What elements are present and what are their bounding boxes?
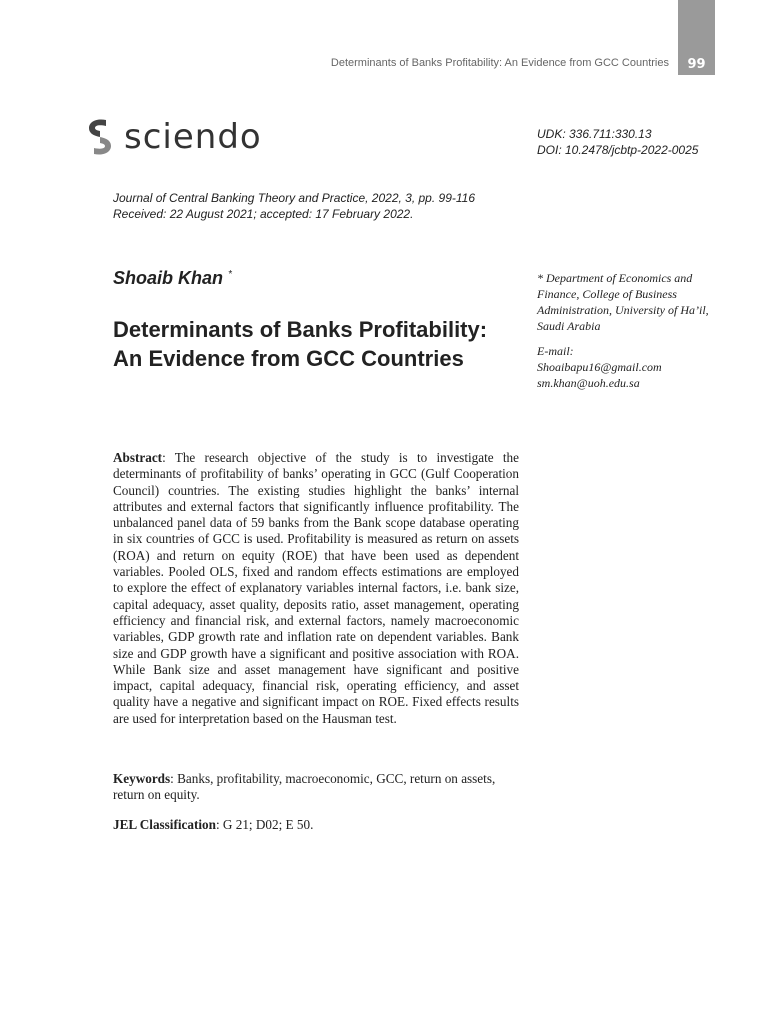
received-dates: Received: 22 August 2021; accepted: 17 February 2022. <box>113 207 414 221</box>
page-number: 99 <box>687 57 706 72</box>
logo-wordmark: sciendo <box>124 117 262 157</box>
keywords <box>113 771 519 804</box>
author-name: Shoaib Khan <box>113 268 224 288</box>
keywords-label: Keywords <box>113 771 171 786</box>
email-label: E-mail: <box>537 344 574 358</box>
identifiers <box>537 126 698 158</box>
abstract-label: Abstract <box>113 450 163 465</box>
email-address: sm.khan@uoh.edu.sa <box>537 376 640 390</box>
udk-code: UDK: 336.711:330.13 <box>537 127 652 141</box>
doi: DOI: 10.2478/jcbtp-2022-0025 <box>537 143 699 157</box>
abstract <box>113 450 519 727</box>
abstract-text: : The research objective of the study is to investigate the determinants of profitability of banks’ operating in GCC (Gulf Cooperation Council) countries. The existing studies highlight the banks’ internal attributes and external factors that significantly influence profitability. The unbalanced panel data of 59 banks from the Bank scope database operating in six countries of GCC is used. Profitability is measured as return on assets (ROA) and return on equity (ROE) that have been used as dependent variables. Pooled OLS, fixed and random effects estimations are employed to explore the effect of explanatory variables internal factors, i.e. bank size, capital adequacy, asset quality, deposits ratio, asset management, operating efficiency and financial risk, and external factors, namely macroeconomic variables, GDP growth rate and inflation rate on dependent variables. Bank size and GDP growth have a significant and positive association with ROA. While Bank size and asset management have significant and positive impact, capital adequacy, financial risk, operating efficiency, and asset quality have a negative and significant impact on ROE. Fixed effects results are used for interpretation based on the Hausman test. <box>113 450 519 726</box>
author-affiliation: * Department of Economics and Finance, College of Business Administration, University of Ha’il, Saudi Arabia <box>537 271 709 333</box>
journal-info <box>113 190 475 222</box>
author-marker: * <box>228 269 232 280</box>
keywords-text: : Banks, profitability, macroeconomic, GCC, return on assets, return on equity. <box>113 771 496 803</box>
jel-text: : G 21; D02; E 50. <box>215 817 314 832</box>
running-head: Determinants of Banks Profitability: An Evidence from GCC Countries <box>330 57 669 69</box>
sciendo-s-logo-icon <box>86 117 114 157</box>
author-email <box>537 343 717 391</box>
journal-citation: Journal of Central Banking Theory and Practice, 2022, 3, pp. 99-116 <box>113 191 475 205</box>
paper-title: Determinants of Banks Profitability: An Evidence from GCC Countries <box>113 317 488 371</box>
author <box>113 268 232 289</box>
page-number-tab <box>678 0 715 75</box>
email-address: Shoaibapu16@gmail.com <box>537 360 662 374</box>
publisher-logo <box>86 117 262 157</box>
jel-classification <box>113 817 519 833</box>
jel-label: JEL Classification <box>113 817 216 832</box>
